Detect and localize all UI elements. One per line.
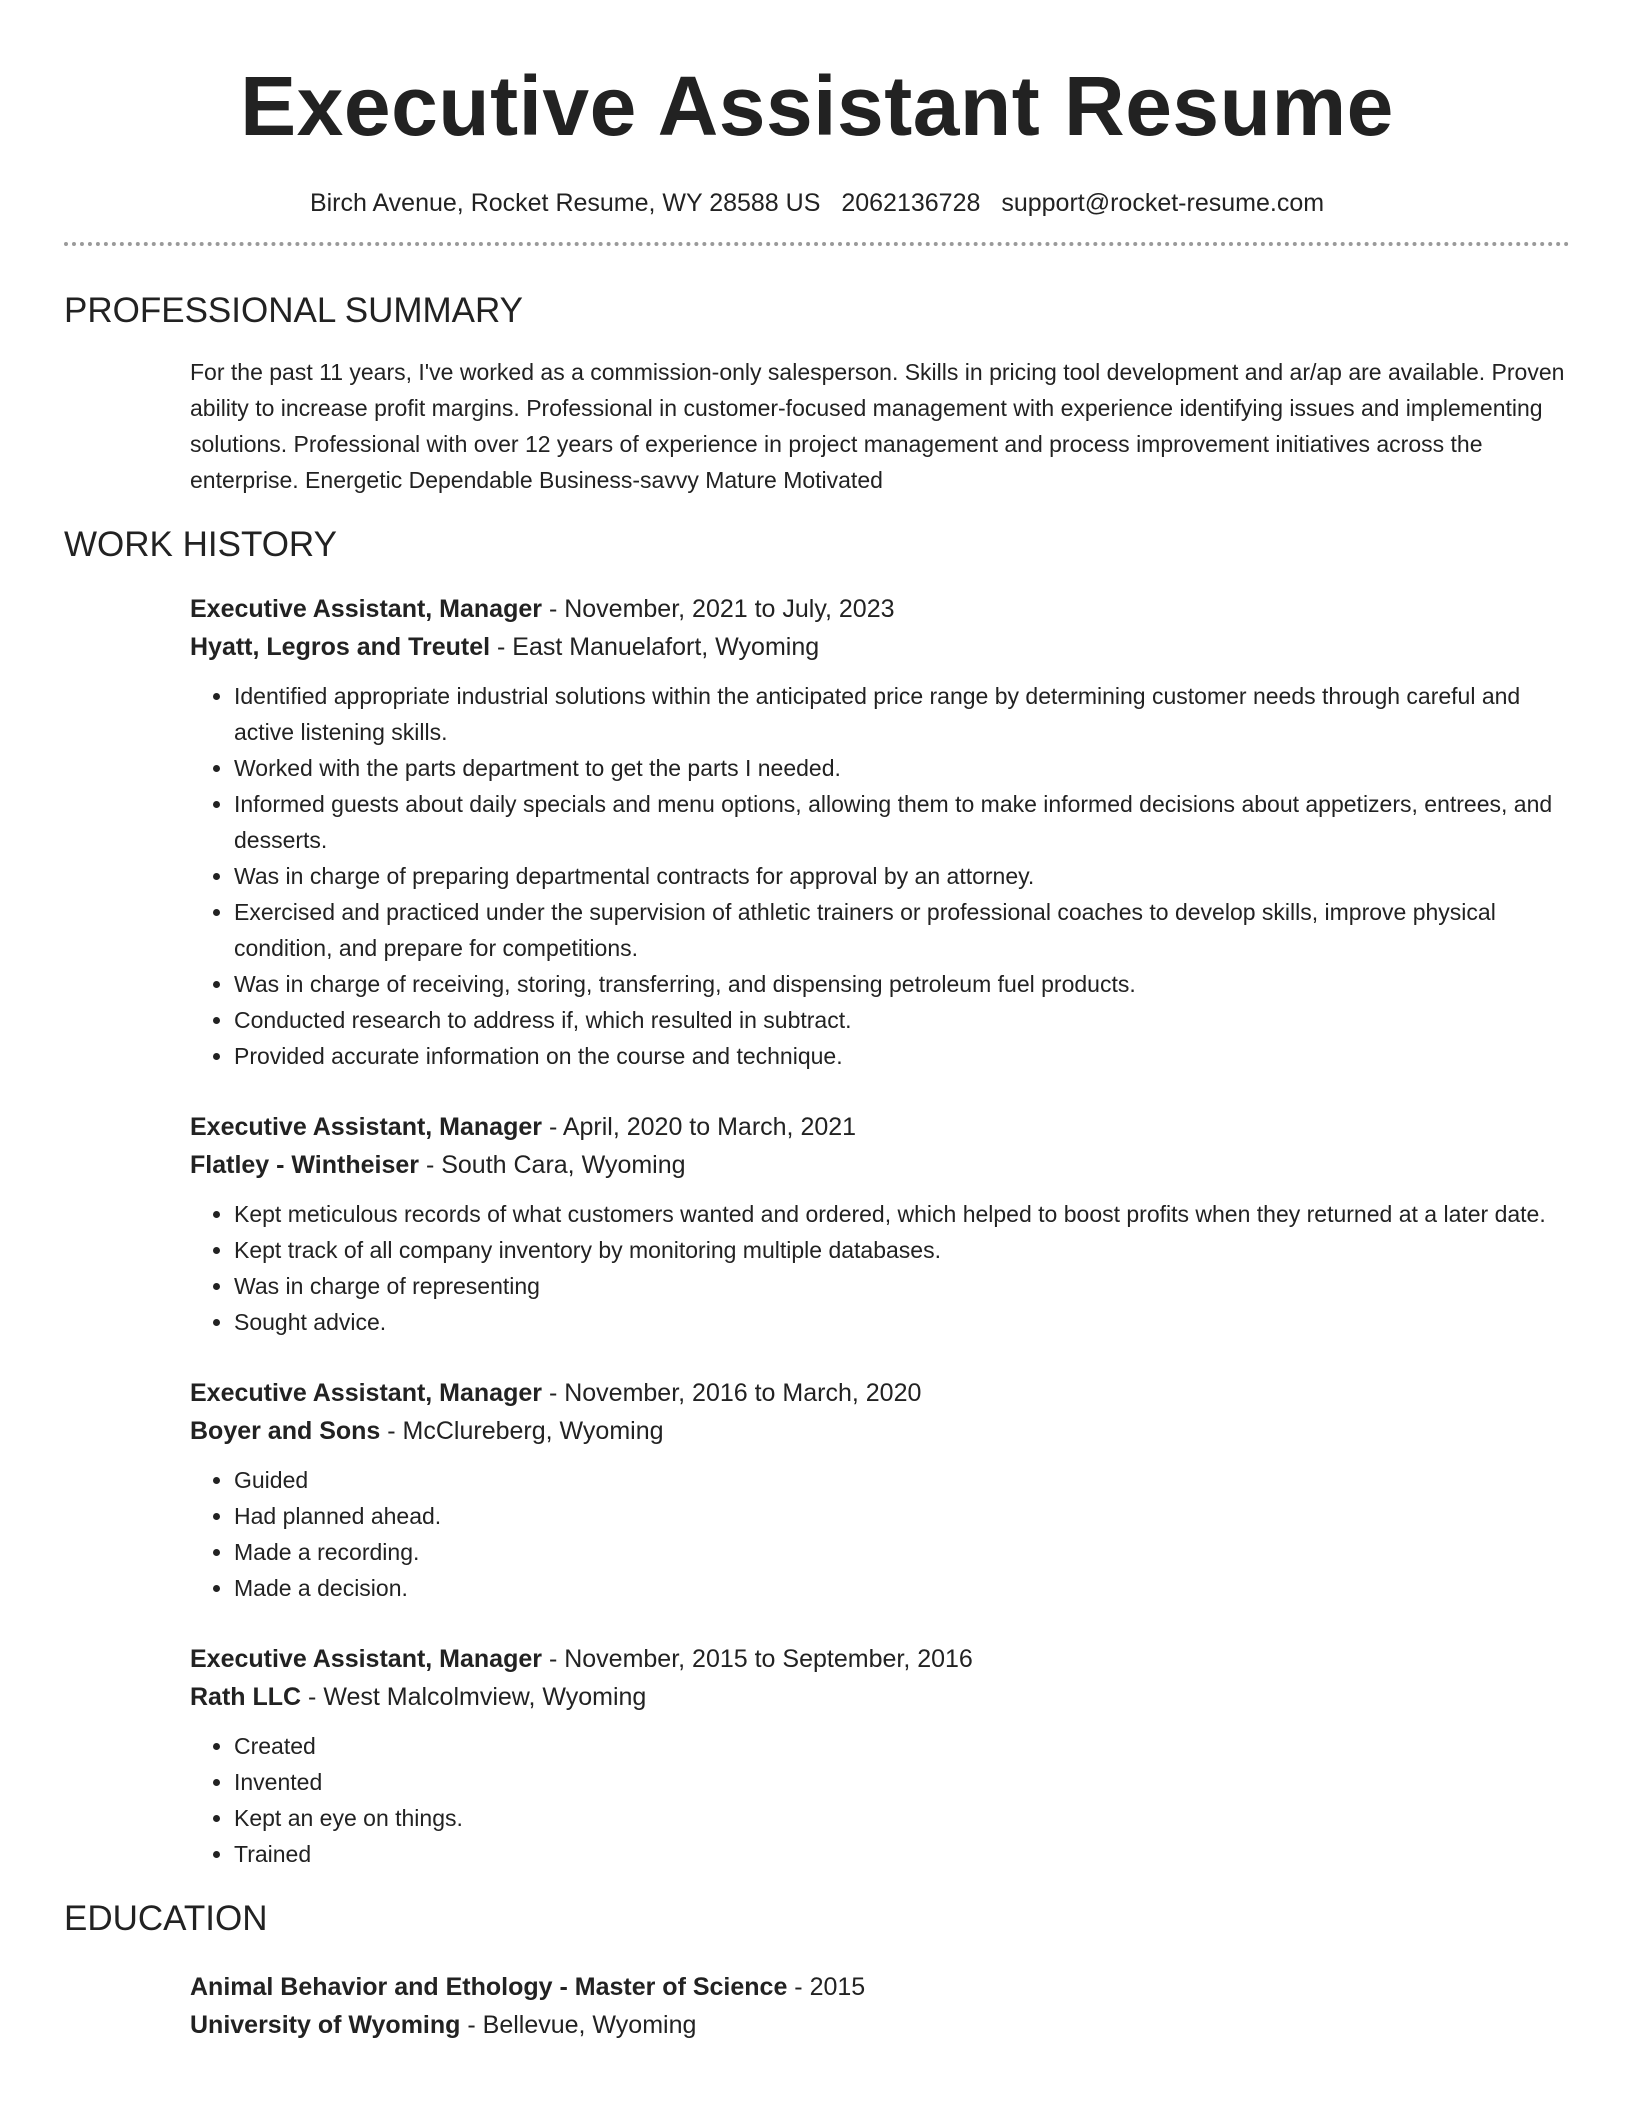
job-bullet: • Made a recording. (234, 1534, 1584, 1570)
education-school: University of Wyoming (190, 2011, 461, 2039)
education-degree: Animal Behavior and Ethology - Master of Science (190, 1973, 788, 2001)
resume-title: Executive Assistant Resume (240, 59, 1394, 153)
job-bullet: • Had planned ahead. (234, 1498, 1584, 1534)
resume-page (64, 0, 1570, 2044)
job-bullet: • Created (234, 1728, 1584, 1764)
job-bullet: • Kept an eye on things. (234, 1800, 1584, 1836)
job-company: Rath LLC (190, 1683, 302, 1711)
job-location: - McClureberg, Wyoming (380, 1417, 664, 1445)
job-dates: - November, 2015 to September, 2016 (542, 1645, 973, 1673)
education-location: - Bellevue, Wyoming (460, 2011, 697, 2039)
job-company-line (190, 1412, 1570, 1450)
job-location: - West Malcolmview, Wyoming (301, 1683, 647, 1711)
job-company: Hyatt, Legros and Treutel (190, 633, 491, 661)
job-bullet: • Sought advice. (234, 1304, 1584, 1340)
job-bullet: • Trained (234, 1836, 1584, 1872)
job-title: Executive Assistant, Manager (190, 1379, 542, 1407)
job-title: Executive Assistant, Manager (190, 1645, 542, 1673)
job-bullet: • Identified appropriate industrial solutions within the anticipated price range by determining customer needs through careful and active listening skills. (234, 678, 1584, 750)
job-entry (190, 1108, 1570, 1340)
job-title-line (190, 590, 1570, 628)
job-bullet: • Was in charge of receiving, storing, transferring, and dispensing petroleum fuel products. (234, 966, 1584, 1002)
summary-text: For the past 11 years, I've worked as a commission-only salesperson. Skills in pricing tool development and ar/ap are available. Proven ability to increase profit margins. Professional in customer-focused management with experience identifying issues and implementing solutions. Professional with over 12 years of experience in project management and process improvement initiatives across the enterprise. Energetic Dependable Business-savvy Mature Motivated (190, 359, 1565, 493)
education-year: - 2015 (787, 1973, 866, 2001)
job-title-line (190, 1374, 1570, 1412)
job-entry (190, 1374, 1570, 1606)
job-company-line (190, 1678, 1570, 1716)
job-bullet: • Worked with the parts department to get the parts I needed. (234, 750, 1584, 786)
header-divider (64, 242, 1570, 246)
summary-heading: PROFESSIONAL SUMMARY (64, 291, 523, 330)
job-bullet: • Kept track of all company inventory by monitoring multiple databases. (234, 1232, 1584, 1268)
job-company: Boyer and Sons (190, 1417, 381, 1445)
job-title-line (190, 1108, 1570, 1146)
job-bullets (190, 1462, 1584, 1606)
job-dates: - November, 2021 to July, 2023 (542, 595, 895, 623)
job-location: - South Cara, Wyoming (419, 1151, 686, 1179)
job-bullet: • Exercised and practiced under the supervision of athletic trainers or professional coaches to develop skills, improve physical condition, and prepare for competitions. (234, 894, 1584, 966)
job-bullet: • Made a decision. (234, 1570, 1584, 1606)
job-bullet: • Kept meticulous records of what customers wanted and ordered, which helped to boost profits when they returned at a later date. (234, 1196, 1584, 1232)
job-title: Executive Assistant, Manager (190, 595, 542, 623)
job-bullet: • Provided accurate information on the course and technique. (234, 1038, 1584, 1074)
job-bullet: • Was in charge of preparing departmental contracts for approval by an attorney. (234, 858, 1584, 894)
job-company-line (190, 1146, 1570, 1184)
job-location: - East Manuelafort, Wyoming (490, 633, 820, 661)
job-dates: - April, 2020 to March, 2021 (542, 1113, 857, 1141)
contact-phone: 2062136728 (841, 189, 981, 217)
contact-address: Birch Avenue, Rocket Resume, WY 28588 US (309, 189, 821, 217)
work-history-heading: WORK HISTORY (64, 525, 337, 564)
education-entry (190, 1968, 1570, 2044)
job-bullets (190, 678, 1584, 1074)
job-title-line (190, 1640, 1570, 1678)
job-bullets (190, 1728, 1584, 1872)
job-entry (190, 590, 1570, 1074)
education-heading: EDUCATION (64, 1899, 268, 1938)
contact-line (64, 188, 1570, 218)
job-bullet: • Invented (234, 1764, 1584, 1800)
job-dates: - November, 2016 to March, 2020 (542, 1379, 922, 1407)
job-entry (190, 1640, 1570, 1872)
education-degree-line (190, 1968, 1570, 2006)
contact-email: support@rocket-resume.com (1001, 189, 1325, 217)
job-title: Executive Assistant, Manager (190, 1113, 542, 1141)
job-bullet: • Conducted research to address if, which resulted in subtract. (234, 1002, 1584, 1038)
job-company-line (190, 628, 1570, 666)
job-bullet: • Guided (234, 1462, 1584, 1498)
job-company: Flatley - Wintheiser (190, 1151, 419, 1179)
education-school-line (190, 2006, 1570, 2044)
job-bullets (190, 1196, 1584, 1340)
job-bullet: • Was in charge of representing (234, 1268, 1584, 1304)
job-bullet: • Informed guests about daily specials and menu options, allowing them to make informed decisions about appetizers, entrees, and desserts. (234, 786, 1584, 858)
